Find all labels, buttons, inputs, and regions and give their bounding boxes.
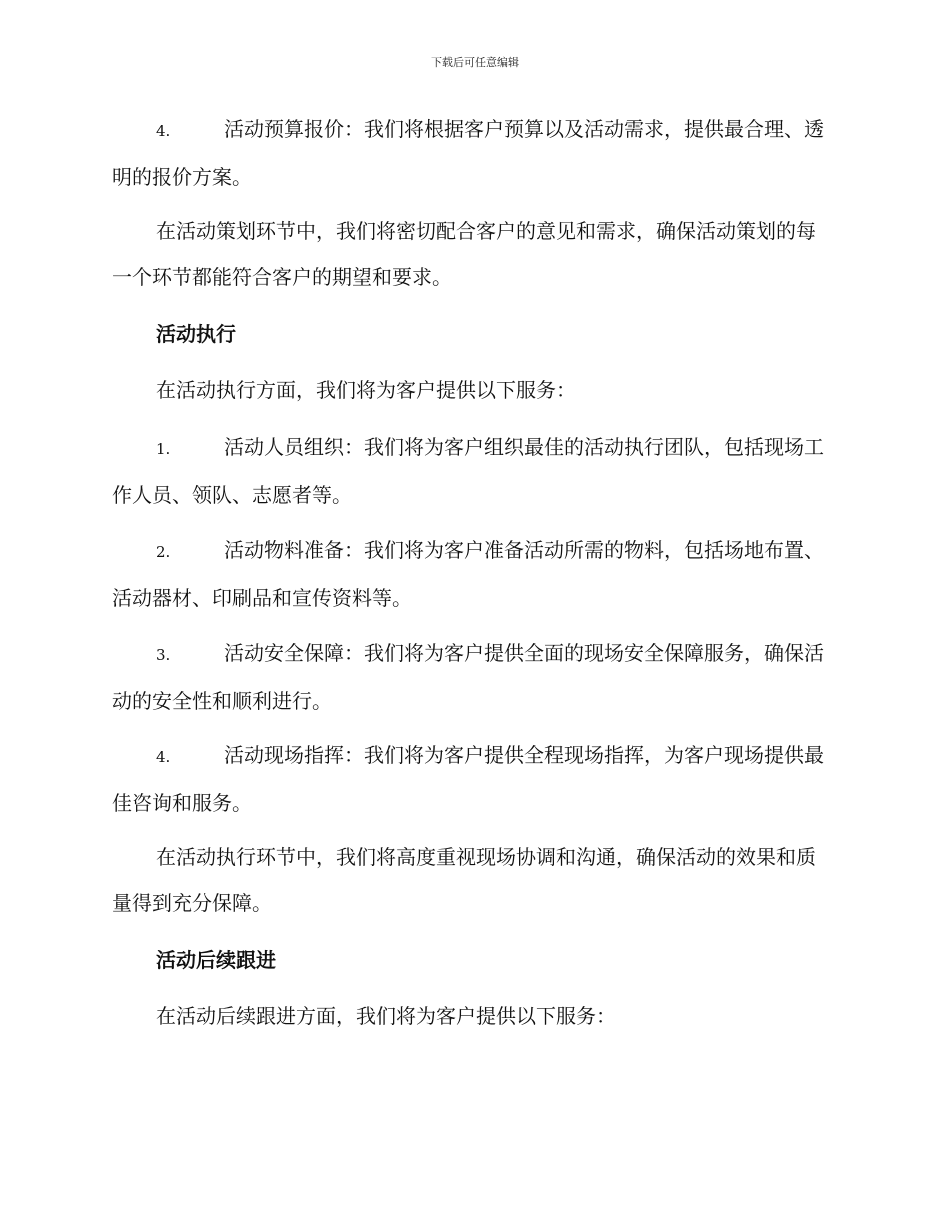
list-number: 3. [156, 646, 171, 664]
list-text: 活动安全保障：我们将为客户提供全面的现场安全保障服务，确保活动的安全性和顺利进行。 [112, 641, 824, 713]
list-item [112, 732, 834, 826]
list-number: 2. [156, 543, 171, 561]
section-heading-followup: 活动后续跟进 [156, 948, 276, 972]
list-text: 活动人员组织：我们将为客户组织最佳的活动执行团队，包括现场工作人员、领队、志愿者等。 [112, 435, 824, 507]
list-item [112, 527, 834, 621]
list-text: 活动预算报价：我们将根据客户预算以及活动需求，提供最合理、透明的报价方案。 [112, 117, 824, 189]
execution-summary-paragraph: 在活动执行环节中，我们将高度重视现场协调和沟通，确保活动的效果和质量得到充分保障。 [112, 845, 816, 915]
list-item-budget [112, 106, 834, 200]
planning-summary-paragraph: 在活动策划环节中，我们将密切配合客户的意见和需求，确保活动策划的每一个环节都能符合客户的期望和要求。 [112, 219, 816, 289]
header-note: 下载后可任意编辑 [431, 56, 519, 69]
execution-intro-paragraph: 在活动执行方面，我们将为客户提供以下服务： [156, 378, 576, 402]
list-number: 1. [156, 440, 171, 458]
list-number: 4. [156, 122, 171, 140]
list-item [112, 630, 834, 724]
list-number: 4. [156, 748, 171, 766]
list-text: 活动物料准备：我们将为客户准备活动所需的物料，包括场地布置、活动器材、印刷品和宣传资料等。 [112, 538, 824, 610]
list-text: 活动现场指挥：我们将为客户提供全程现场指挥，为客户现场提供最佳咨询和服务。 [112, 743, 824, 815]
followup-intro-paragraph: 在活动后续跟进方面，我们将为客户提供以下服务： [156, 1004, 616, 1028]
list-item [112, 424, 834, 518]
section-heading-execution: 活动执行 [156, 322, 236, 346]
